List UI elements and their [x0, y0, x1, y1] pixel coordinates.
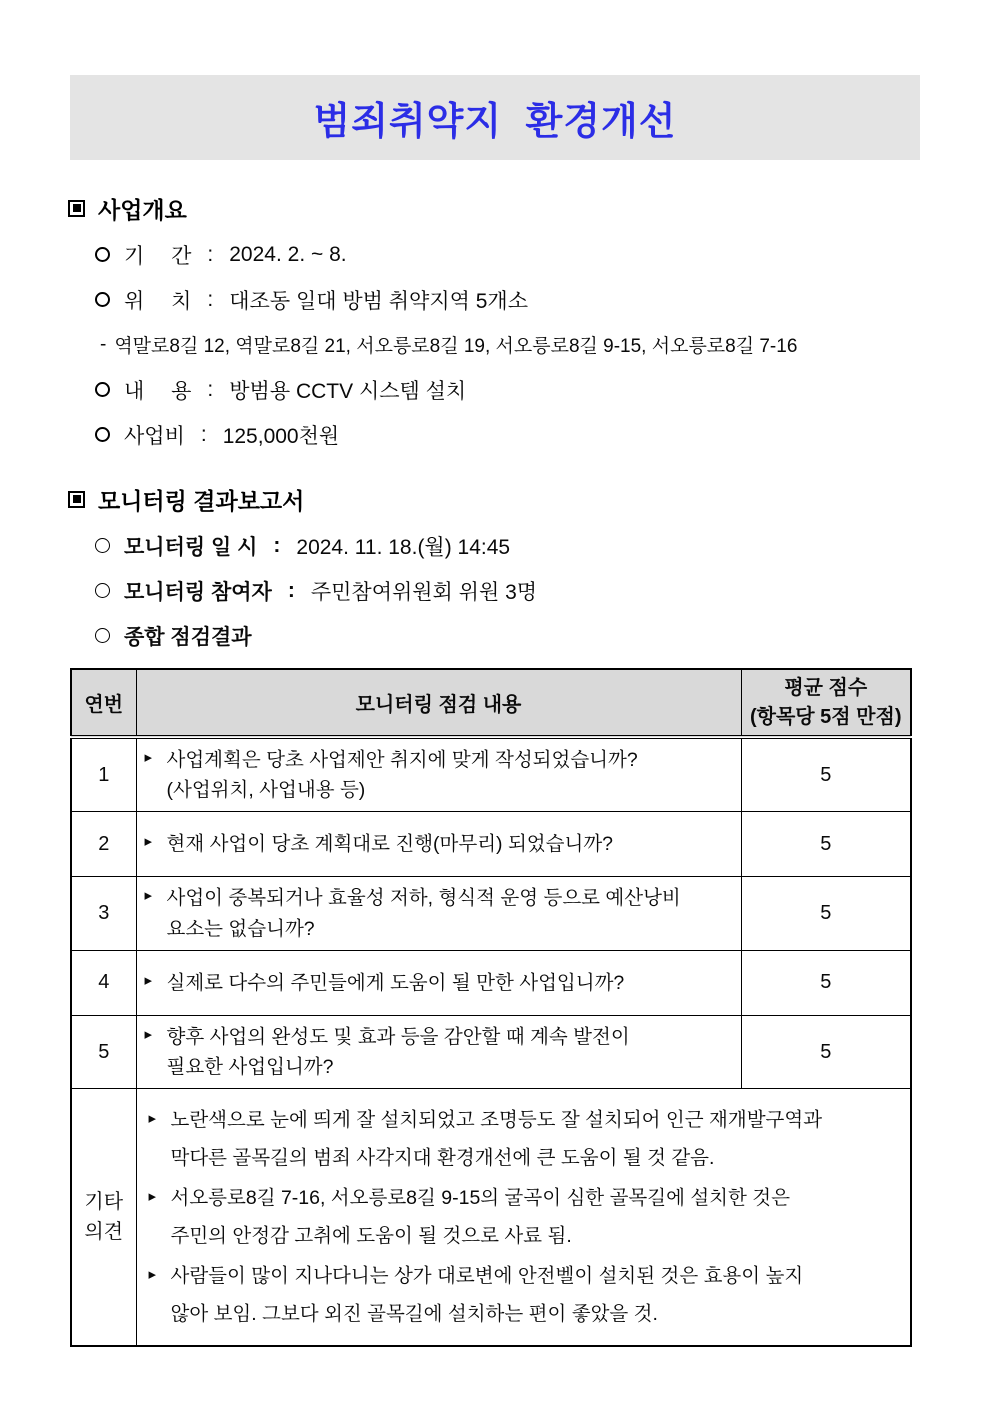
header-cell-content: 모니터링 점검 내용	[136, 669, 741, 737]
question-line1: 사업계획은 당초 사업제안 취지에 맞게 작성되었습니까?	[166, 749, 638, 771]
etc-opinion-row	[71, 1089, 911, 1347]
opinion-line2: 막다른 골목길의 범죄 사각지대 환경개선에 큰 도움이 될 것 같음.	[170, 1147, 715, 1170]
question-line1: 현재 사업이 당초 계획대로 진행(마무리) 되었습니까?	[166, 833, 613, 856]
etc-label-line1: 기타	[84, 1191, 124, 1214]
item-label: 모니터링 참여자	[124, 580, 272, 604]
opinion-line1: 사람들이 많이 지나다니는 상가 대로변에 안전벨이 설치된 것은 효용이 높지	[170, 1265, 804, 1288]
item-label: 기 간	[124, 244, 192, 268]
score-header-line1: 평균 점수	[784, 676, 868, 699]
row-score: 5	[741, 877, 911, 950]
title-banner	[70, 75, 920, 160]
item-label: 모니터링 일 시	[124, 535, 258, 559]
filled-square-marker-icon	[68, 491, 85, 508]
triangle-bullet-icon: ▸	[144, 833, 153, 851]
dash-bullet: -	[100, 333, 107, 355]
section-heading-monitoring	[68, 483, 992, 515]
item-value: 방범용 CCTV 시스템 설치	[229, 379, 467, 403]
circle-bullet-icon	[95, 538, 110, 553]
item-label: 위 치	[124, 289, 192, 313]
question-line1: 실제로 다수의 주민들에게 도움이 될 만한 사업입니까?	[166, 971, 625, 994]
circle-bullet-icon	[95, 583, 110, 598]
triangle-bullet-icon: ▸	[144, 971, 153, 989]
row-question	[136, 737, 741, 812]
item-separator: :	[287, 578, 295, 602]
item-separator: :	[207, 377, 214, 401]
circle-bullet-icon	[95, 427, 110, 442]
circle-bullet-icon	[95, 247, 110, 262]
row-question	[136, 1015, 741, 1088]
monitoring-item-datetime	[95, 523, 932, 568]
circle-bullet-icon	[95, 628, 110, 643]
item-separator: :	[207, 287, 214, 311]
item-value: 2024. 2. ~ 8.	[229, 242, 347, 266]
item-label: 종합 점검결과	[124, 625, 252, 649]
row-score: 5	[741, 812, 911, 877]
opinion-item	[149, 1179, 899, 1255]
table-row	[71, 812, 911, 877]
header-cell-score	[741, 669, 911, 737]
item-value: 125,000천원	[222, 424, 340, 448]
triangle-bullet-icon: ▸	[144, 749, 153, 766]
opinion-item	[149, 1257, 899, 1333]
header-cell-no: 연번	[71, 669, 136, 737]
question-line2: 필요한 사업입니까?	[166, 1056, 334, 1079]
question-line1: 사업이 중복되거나 효율성 저하, 형식적 운영 등으로 예산낭비	[166, 887, 681, 910]
overview-item-content	[95, 367, 932, 412]
table-row	[71, 1015, 911, 1088]
opinion-line2: 주민의 안정감 고취에 도움이 될 것으로 사료 됨.	[170, 1225, 572, 1248]
overview-location-detail	[100, 322, 952, 367]
overview-item-budget	[95, 412, 932, 457]
item-label: 내 용	[124, 379, 192, 403]
item-value: 2024. 11. 18.(월) 14:45	[296, 535, 511, 559]
row-question	[136, 812, 741, 877]
table-header-row	[71, 669, 911, 737]
opinion-line2: 않아 보임. 그보다 외진 골목길에 설치하는 편이 좋았을 것.	[170, 1303, 658, 1326]
score-header-line2: (항목당 5점 만점)	[750, 705, 902, 728]
row-number: 1	[71, 737, 136, 812]
triangle-bullet-icon: ▸	[144, 887, 153, 905]
etc-label-line2: 의견	[84, 1221, 124, 1244]
section-heading-label: 모니터링 결과보고서	[98, 487, 305, 514]
opinion-item	[149, 1101, 899, 1177]
item-separator: :	[273, 533, 281, 557]
filled-square-marker-icon	[68, 200, 85, 217]
circle-bullet-icon	[95, 382, 110, 397]
row-score: 5	[741, 737, 911, 812]
row-score: 5	[741, 950, 911, 1015]
monitoring-item-result	[95, 613, 932, 658]
section-heading-overview	[68, 192, 992, 224]
item-value: 주민참여위원회 위원 3명	[310, 580, 538, 604]
monitoring-item-participants	[95, 568, 932, 613]
table-row	[71, 877, 911, 950]
triangle-bullet-icon: ▸	[148, 1266, 157, 1284]
triangle-bullet-icon: ▸	[148, 1188, 157, 1206]
overview-item-period	[95, 232, 932, 277]
opinion-line1: 노란색으로 눈에 띄게 잘 설치되었고 조명등도 잘 설치되어 인근 재개발구역과	[170, 1109, 823, 1132]
row-number: 2	[71, 812, 136, 877]
table-row	[71, 737, 911, 812]
triangle-bullet-icon: ▸	[144, 1025, 153, 1043]
section-heading-label: 사업개요	[98, 196, 187, 223]
row-score: 5	[741, 1015, 911, 1088]
row-number: 4	[71, 950, 136, 1015]
overview-item-location	[95, 277, 932, 322]
row-question	[136, 877, 741, 950]
triangle-bullet-icon: ▸	[148, 1110, 157, 1128]
circle-bullet-icon	[95, 292, 110, 307]
row-number: 3	[71, 877, 136, 950]
row-number: 5	[71, 1015, 136, 1088]
question-line2: (사업위치, 사업내용 등)	[166, 779, 366, 802]
etc-opinions	[136, 1089, 911, 1347]
question-line2: 요소는 없습니까?	[166, 917, 315, 940]
item-label: 사업비	[124, 424, 185, 448]
monitoring-results-table	[70, 668, 912, 1347]
opinion-line1: 서오릉로8길 7-16, 서오릉로8길 9-15의 굴곡이 심한 골목길에 설치한 것은	[170, 1187, 790, 1210]
row-question	[136, 950, 741, 1015]
question-line1: 향후 사업의 완성도 및 효과 등을 감안할 때 계속 발전이	[166, 1025, 630, 1048]
table-row	[71, 950, 911, 1015]
document-title: 범죄취약지 환경개선	[313, 101, 677, 143]
item-separator: :	[200, 422, 207, 446]
item-value: 대조동 일대 방범 취약지역 5개소	[229, 289, 528, 313]
location-detail-text: 역말로8길 12, 역말로8길 21, 서오릉로8길 19, 서오릉로8길 9-15, 서오릉로8길 7-16	[114, 336, 798, 357]
etc-label	[71, 1089, 136, 1347]
item-separator: :	[207, 242, 214, 266]
